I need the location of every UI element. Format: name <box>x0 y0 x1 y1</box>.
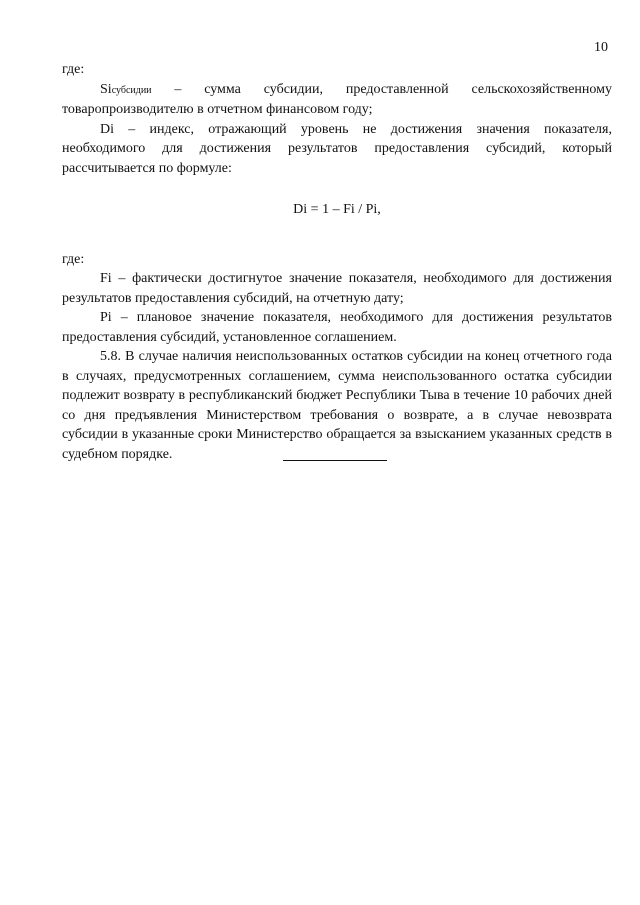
clause-5-8: 5.8. В случае наличия неиспользованных остатков субсидии на конец отчетного года в случаях, предусмотренных соглашением, сумма неиспользованного остатка субсидии подлежит возврату в республиканский бюджет Республики Тыва в течение 10 рабочих дней со дня предъявления Министерством требования о возврате, а в случае невозврата субсидии в указанные сроки Министерство обращается за взысканием указанных средств в судебном порядке. <box>62 349 612 462</box>
closing-rule <box>283 460 387 461</box>
definition-fi <box>62 269 612 308</box>
definition-di <box>62 120 612 179</box>
var-si-subscript: субсидии <box>111 84 152 96</box>
var-di: Di <box>100 121 114 137</box>
definition-pi <box>62 308 612 347</box>
definition-di-text: – индекс, отражающий уровень не достижения значения показателя, необходимого для достижения результатов предоставления субсидий, который рассчитывается по формуле: <box>62 121 612 176</box>
formula: Di = 1 – Fi / Pi, <box>293 202 381 217</box>
var-pi: Pi <box>100 310 112 325</box>
where-label-2: где: <box>62 251 85 267</box>
document-body <box>62 60 612 464</box>
definition-si <box>62 80 612 120</box>
var-fi: Fi <box>100 271 112 286</box>
page-number: 10 <box>594 40 608 55</box>
where-label: где: <box>62 62 85 77</box>
definition-fi-text: – фактически достигнутое значение показателя, необходимого для достижения результатов предоставления субсидий, на отчетную дату; <box>62 271 612 306</box>
var-si: Si <box>100 81 112 97</box>
definition-si-text: – сумма субсидии, предоставленной сельскохозяйственному товаропроизводителю в отчетном финансовом году; <box>62 81 612 117</box>
definition-pi-text: – плановое значение показателя, необходимого для достижения результатов предоставления субсидий, установленное соглашением. <box>62 310 612 345</box>
